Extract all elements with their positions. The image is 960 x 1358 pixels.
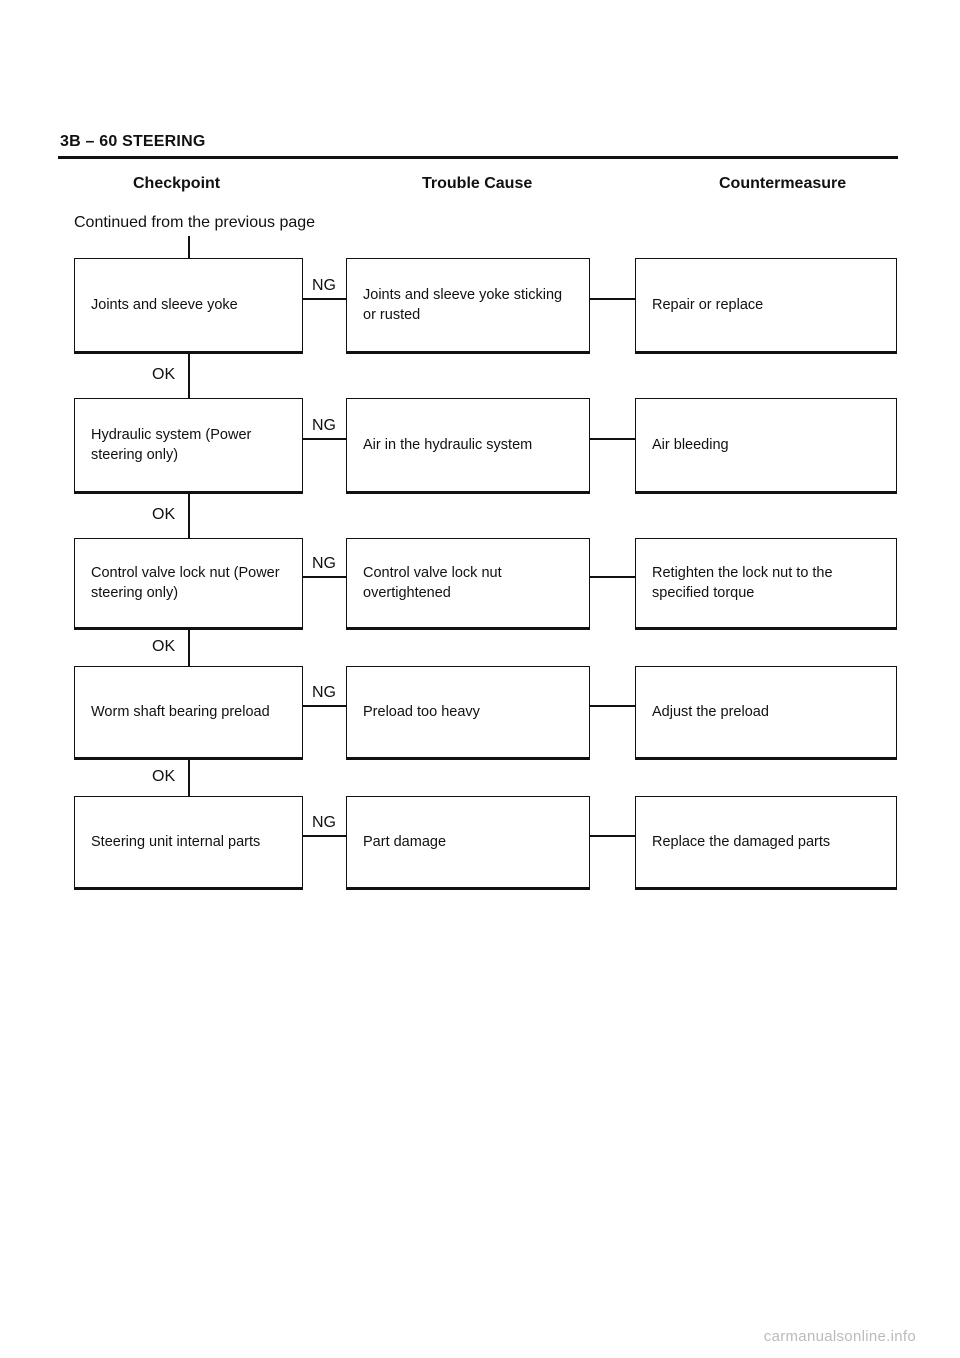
cause-box (346, 398, 590, 494)
countermeasure-box-text: Replace the damaged parts (652, 834, 831, 850)
cause-box-text: Joints and sleeve yoke sticking or rusted (363, 287, 563, 323)
ng-label: NG (312, 814, 336, 831)
remedy-connector (590, 438, 635, 440)
checkpoint-box-text: Joints and sleeve yoke (91, 297, 238, 313)
ng-label: NG (312, 277, 336, 294)
countermeasure-box (635, 398, 897, 494)
cause-box (346, 666, 590, 760)
ng-connector (303, 576, 346, 578)
countermeasure-box (635, 666, 897, 760)
cause-box-text: Preload too heavy (363, 704, 480, 720)
countermeasure-box-text: Adjust the preload (652, 704, 769, 720)
page-header-title: 3B – 60 STEERING (60, 133, 206, 150)
ng-label: NG (312, 417, 336, 434)
countermeasure-box (635, 258, 897, 354)
ng-connector (303, 438, 346, 440)
cause-box (346, 258, 590, 354)
watermark-footer: carmanualsonline.info (763, 1328, 916, 1345)
header-rule (58, 156, 898, 159)
countermeasure-box-text: Retighten the lock nut to the specified torque (652, 565, 833, 601)
ng-label: NG (312, 555, 336, 572)
connector-start (188, 236, 190, 258)
cause-box-text: Air in the hydraulic system (363, 437, 533, 453)
column-heading-countermeasure: Countermeasure (719, 175, 847, 192)
cause-box-text: Control valve lock nut overtightened (363, 565, 502, 601)
ng-label: NG (312, 684, 336, 701)
remedy-connector (590, 835, 635, 837)
ok-label: OK (152, 506, 176, 523)
remedy-connector (590, 705, 635, 707)
ng-connector (303, 705, 346, 707)
remedy-connector (590, 576, 635, 578)
checkpoint-box-text: Steering unit internal parts (91, 834, 261, 850)
ok-connector (188, 760, 190, 796)
checkpoint-box-text: Control valve lock nut (Power steering only) (91, 565, 280, 601)
ng-connector (303, 298, 346, 300)
countermeasure-box-text: Air bleeding (652, 437, 729, 453)
ng-connector (303, 835, 346, 837)
countermeasure-box (635, 796, 897, 890)
countermeasure-box (635, 538, 897, 630)
checkpoint-box (74, 258, 303, 354)
ok-connector (188, 630, 190, 666)
ok-label: OK (152, 366, 176, 383)
column-heading-trouble-cause: Trouble Cause (422, 175, 533, 192)
checkpoint-box-text: Worm shaft bearing preload (91, 704, 270, 720)
checkpoint-box (74, 398, 303, 494)
ok-connector (188, 354, 190, 398)
ok-label: OK (152, 638, 176, 655)
ok-connector (188, 494, 190, 538)
checkpoint-box (74, 796, 303, 890)
cause-box (346, 538, 590, 630)
cause-box-text: Part damage (363, 834, 447, 850)
checkpoint-box-text: Hydraulic system (Power steering only) (91, 427, 252, 463)
countermeasure-box-text: Repair or replace (652, 297, 764, 313)
continued-note: Continued from the previous page (74, 214, 316, 231)
ok-label: OK (152, 768, 176, 785)
remedy-connector (590, 298, 635, 300)
cause-box (346, 796, 590, 890)
column-heading-checkpoint: Checkpoint (133, 175, 221, 192)
checkpoint-box (74, 666, 303, 760)
checkpoint-box (74, 538, 303, 630)
